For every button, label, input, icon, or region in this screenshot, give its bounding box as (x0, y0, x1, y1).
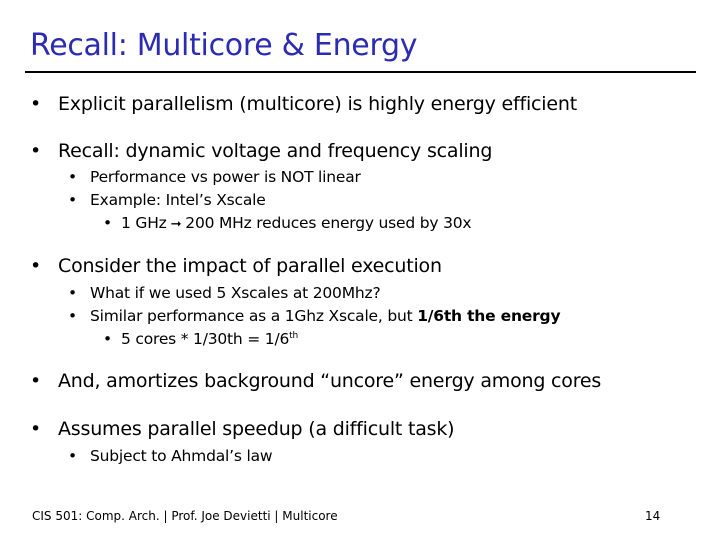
bullet-5-text: Assumes parallel speedup (a difficult task) (58, 418, 455, 440)
bullet-3-text: Consider the impact of parallel execution (58, 255, 442, 277)
sub-bullet-dot: • (68, 307, 77, 325)
page-number: 14 (645, 509, 661, 523)
bullet-2-text: Recall: dynamic voltage and frequency scaling (58, 140, 493, 162)
sub-bullet-dot: • (68, 447, 77, 465)
bullet-dot: • (30, 93, 42, 115)
footer-text: CIS 501: Comp. Arch. | Prof. Joe Devietti | Multicore (32, 509, 338, 523)
sub-bullet-dot: • (68, 284, 77, 302)
frequency-from: 1 GHz (121, 214, 167, 232)
bullet-2 (30, 140, 492, 162)
bullet-3-sub-2-bold: 1/6th the energy (417, 307, 561, 325)
bullet-dot: • (30, 140, 42, 162)
bullet-2-sub-2 (68, 191, 266, 209)
sub-bullet-dot: • (68, 168, 77, 186)
bullet-5-sub-1-text: Subject to Ahmdal’s law (90, 447, 273, 465)
bullet-2-sub-1-text: Performance vs power is NOT linear (90, 168, 361, 186)
bullet-3-sub-2 (68, 307, 560, 325)
bullet-dot: • (30, 418, 42, 440)
bullet-4-text: And, amortizes background “uncore” energy among cores (58, 370, 602, 392)
bullet-4 (30, 370, 601, 392)
frequency-to-text: 200 MHz reduces energy used by 30x (185, 214, 472, 232)
bullet-dot: • (30, 255, 42, 277)
bullet-2-sub-2-sub-1 (103, 214, 471, 232)
sub-sub-bullet-dot: • (103, 330, 112, 348)
bullet-3-sub-2-text: Similar performance as a 1Ghz Xscale, but (90, 307, 418, 325)
bullet-1 (30, 93, 577, 115)
superscript-th: th (289, 330, 298, 341)
sub-bullet-dot: • (68, 191, 77, 209)
bullet-3-sub-1-text: What if we used 5 Xscales at 200Mhz? (90, 284, 381, 302)
page-title: Recall: Multicore & Energy (30, 28, 418, 63)
bullet-5 (30, 418, 454, 440)
bullet-2-sub-2-text: Example: Intel’s Xscale (90, 191, 266, 209)
title-underline (25, 71, 696, 73)
bullet-1-text: Explicit parallelism (multicore) is highly energy efficient (58, 93, 577, 115)
sub-sub-bullet-dot: • (103, 214, 112, 232)
arrow-right-icon: ➞ (170, 217, 182, 232)
cores-calculation: 5 cores * 1/30th = 1/6 (121, 330, 290, 348)
bullet-3-sub-2-sub-1 (103, 330, 298, 348)
bullet-3-sub-1 (68, 284, 380, 302)
bullet-2-sub-1 (68, 168, 361, 186)
bullet-5-sub-1 (68, 447, 272, 465)
bullet-3 (30, 255, 442, 277)
bullet-dot: • (30, 370, 42, 392)
